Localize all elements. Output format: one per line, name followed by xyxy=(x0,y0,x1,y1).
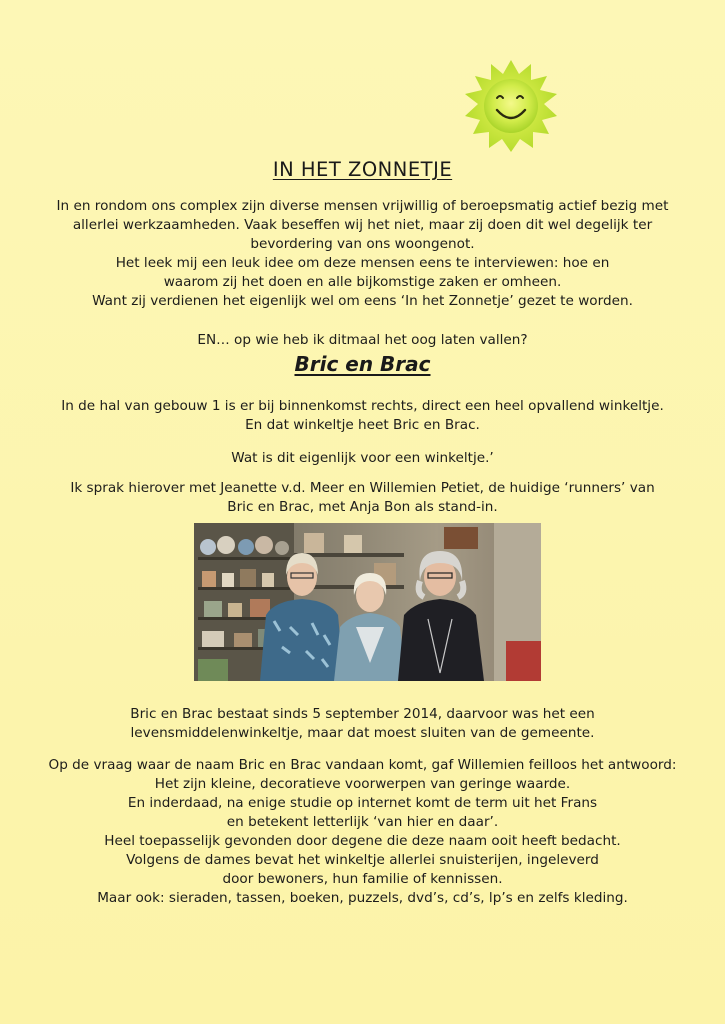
question-line: EN… op wie heb ik ditmaal het oog laten vallen? xyxy=(197,332,528,348)
smiling-sun-icon xyxy=(458,58,564,154)
name-origin-paragraph: Op de vraag waar de naam Bric en Brac vandaan komt, gaf Willemien feilloos het antwoord: Het zijn kleine, decoratieve voorwerpen van geringe waarde. En inderdaad, na enige studie op internet komt de term uit het Frans en betekent letterlijk ‘van hier en daar’. Heel toepasselijk gevonden door degene die deze naam ooit heeft bedacht. Volgens de dames bevat het winkeltje allerlei snuisterijen, ingeleverd door bewoners, hun familie of kennissen. Maar ook: sieraden, tassen, boeken, puzzels, dvd’s, cd’s, lp’s en zelfs kleding. xyxy=(48,757,677,906)
page-title: IN HET ZONNETJE xyxy=(272,158,453,181)
hall-paragraph: In de hal van gebouw 1 is er bij binnenkomst rechts, direct een heel opvallend winkeltje. En dat winkeltje heet Bric en Brac. xyxy=(61,398,664,433)
intro-paragraph: In en rondom ons complex zijn diverse mensen vrijwillig of beroepsmatig actief bezig met allerlei werkzaamheden. Vaak beseffen wij het niet, maar zij doen dit wel degelijk ter bevordering van ons woongenot. Het leek mij een leuk idee om deze mensen eens te interviewen: hoe en waarom zij het doen en alle bijkomstige zaken er omheen. Want zij verdienen het eigenlijk wel om eens ‘In het Zonnetje’ gezet te worden. xyxy=(56,198,669,309)
history-paragraph: Bric en Brac bestaat sinds 5 september 2014, daarvoor was het een levensmiddelenwinkeltje, maar dat moest sluiten van de gemeente. xyxy=(130,706,595,741)
what-line: Wat is dit eigenlijk voor een winkeltje.’ xyxy=(231,450,494,466)
section-subtitle: Bric en Brac xyxy=(294,352,431,376)
interview-paragraph: Ik sprak hierover met Jeanette v.d. Meer en Willemien Petiet, de huidige ‘runners’ van Bric en Brac, met Anja Bon als stand-in. xyxy=(70,480,655,515)
shop-photo xyxy=(194,523,541,681)
